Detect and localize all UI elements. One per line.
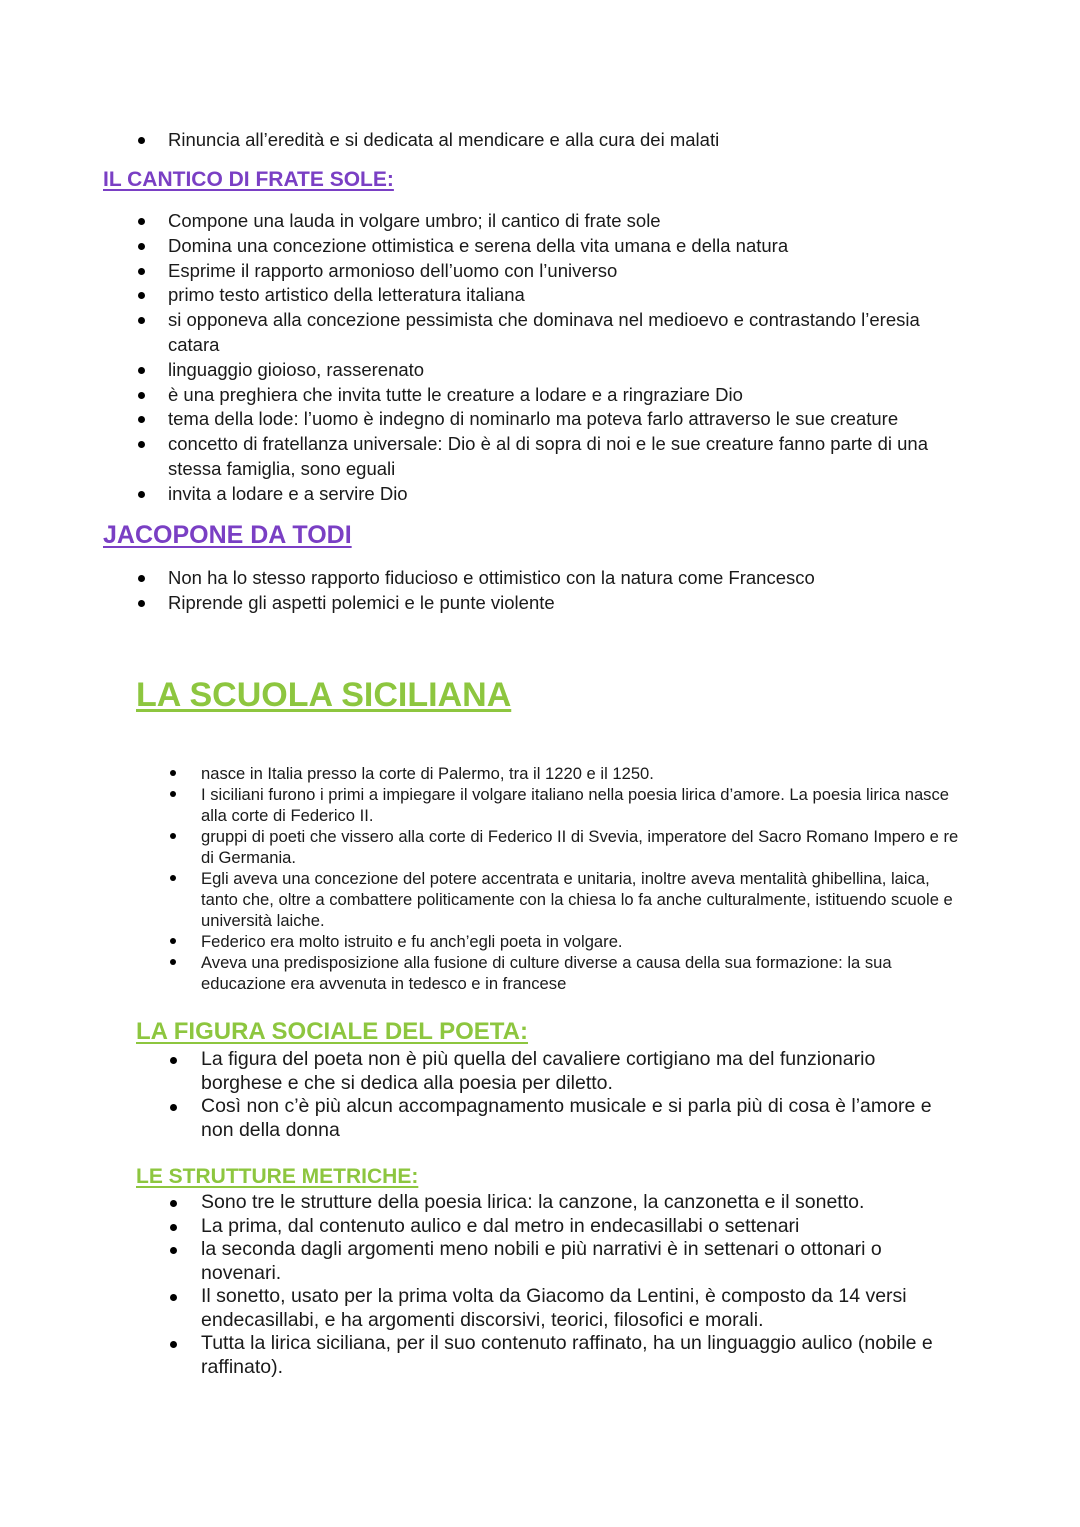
list-item: gruppi di poeti che vissero alla corte di Federico II di Svevia, imperatore del Sacro Romano Impero e re di Germania.: [0, 826, 971, 868]
intro-list: [0, 128, 1080, 153]
bullet-icon: [170, 959, 176, 965]
figura-list: [0, 1048, 1080, 1142]
bullet-icon: [170, 833, 176, 839]
list-item: Sono tre le strutture della poesia lirica: la canzone, la canzonetta e il sonetto.: [0, 1191, 961, 1215]
list-item: Così non c’è più alcun accompagnamento musicale e si parla più di cosa è l’amore e non della donna: [0, 1095, 961, 1142]
list-item: la seconda dagli argomenti meno nobili e più narrativi è in settenari o ottonari o novenari.: [0, 1238, 961, 1285]
bullet-icon: [170, 1200, 177, 1207]
bullet-icon: [170, 1224, 177, 1231]
bullet-icon: [170, 1247, 177, 1254]
bullet-icon: [170, 1104, 177, 1111]
list-item: Aveva una predisposizione alla fusione di culture diverse a causa della sua formazione: la sua educazione era avvenuta in tedesco e in francese: [0, 952, 971, 994]
list-item: invita a lodare e a servire Dio: [0, 482, 968, 507]
bullet-icon: [170, 875, 176, 881]
list-item: Compone una lauda in volgare umbro; il cantico di frate sole: [0, 209, 968, 234]
bullet-icon: [138, 575, 145, 582]
bullet-icon: [138, 243, 145, 250]
list-item: Federico era molto istruito e fu anch’egli poeta in volgare.: [0, 931, 971, 952]
bullet-icon: [170, 938, 176, 944]
section-heading-strutture-metriche: LE STRUTTURE METRICHE:: [136, 1165, 419, 1188]
bullet-icon: [138, 392, 145, 399]
bullet-icon: [170, 791, 176, 797]
bullet-icon: [138, 416, 145, 423]
jacopone-list: [0, 566, 1080, 616]
list-item: è una preghiera che invita tutte le creature a lodare e a ringraziare Dio: [0, 383, 968, 408]
list-item: Non ha lo stesso rapporto fiducioso e ottimistico con la natura come Francesco: [0, 566, 968, 591]
cantico-list: [0, 209, 1080, 507]
section-heading-jacopone: JACOPONE DA TODI: [103, 521, 352, 549]
list-item: Riprende gli aspetti polemici e le punte violente: [0, 591, 968, 616]
bullet-icon: [138, 317, 145, 324]
list-item: Il sonetto, usato per la prima volta da Giacomo da Lentini, è composto da 14 versi endecasillabi, e ha argomenti discorsivi, teorici, filosofici e morali.: [0, 1285, 961, 1332]
bullet-icon: [138, 600, 145, 607]
list-item: Domina una concezione ottimistica e serena della vita umana e della natura: [0, 234, 968, 259]
bullet-icon: [170, 770, 176, 776]
list-item: La figura del poeta non è più quella del cavaliere cortigiano ma del funzionario borghese e che si dedica alla poesia per diletto.: [0, 1048, 961, 1095]
bullet-icon: [138, 137, 145, 144]
section-heading-cantico: IL CANTICO DI FRATE SOLE:: [103, 168, 394, 191]
list-item: Tutta la lirica siciliana, per il suo contenuto raffinato, ha un linguaggio aulico (nobile e raffinato).: [0, 1332, 961, 1379]
strutture-list: [0, 1191, 1080, 1379]
list-item: Egli aveva una concezione del potere accentrata e unitaria, inoltre aveva mentalità ghibellina, laica, tanto che, oltre a combattere politicamente con la chiesa lo fa anche culturalmente, istituendo scuole e università laiche.: [0, 868, 971, 931]
page-title-scuola-siciliana: LA SCUOLA SICILIANA: [136, 676, 512, 714]
bullet-icon: [138, 441, 145, 448]
list-item: I siciliani furono i primi a impiegare il volgare italiano nella poesia lirica d’amore. La poesia lirica nasce alla corte di Federico II.: [0, 784, 971, 826]
bullet-icon: [170, 1057, 177, 1064]
list-item: primo testo artistico della letteratura italiana: [0, 283, 968, 308]
list-item: La prima, dal contenuto aulico e dal metro in endecasillabi o settenari: [0, 1215, 961, 1239]
list-item: linguaggio gioioso, rasserenato: [0, 358, 968, 383]
list-item: concetto di fratellanza universale: Dio è al di sopra di noi e le sue creature fanno parte di una stessa famiglia, sono eguali: [0, 432, 968, 482]
list-item: Rinuncia all’eredità e si dedicata al mendicare e alla cura dei malati: [0, 128, 968, 153]
list-item: nasce in Italia presso la corte di Palermo, tra il 1220 e il 1250.: [0, 763, 971, 784]
bullet-icon: [138, 491, 145, 498]
scuola-list: [0, 763, 1080, 994]
section-heading-figura-sociale: LA FIGURA SOCIALE DEL POETA:: [136, 1018, 529, 1045]
bullet-icon: [138, 268, 145, 275]
bullet-icon: [138, 218, 145, 225]
list-item: Esprime il rapporto armonioso dell’uomo con l’universo: [0, 259, 968, 284]
bullet-icon: [138, 367, 145, 374]
list-item: tema della lode: l’uomo è indegno di nominarlo ma poteva farlo attraverso le sue creature: [0, 407, 968, 432]
bullet-icon: [170, 1294, 177, 1301]
bullet-icon: [170, 1341, 177, 1348]
bullet-icon: [138, 292, 145, 299]
list-item: si opponeva alla concezione pessimista che dominava nel medioevo e contrastando l’eresia catara: [0, 308, 968, 358]
